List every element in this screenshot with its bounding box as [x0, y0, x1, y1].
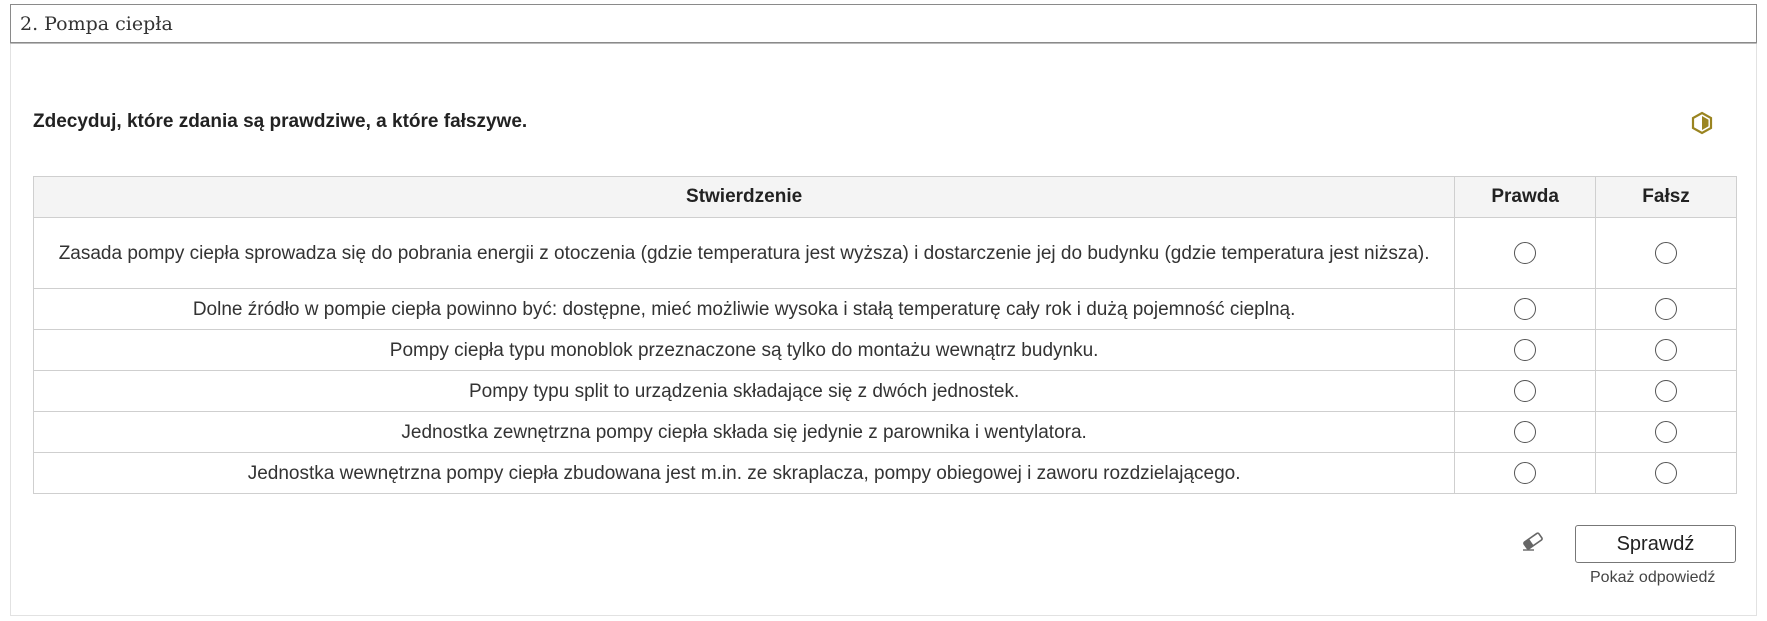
- true-option-cell: [1455, 289, 1596, 330]
- false-option-cell: [1596, 412, 1737, 453]
- exercise-title: 2. Pompa ciepła: [20, 13, 173, 35]
- true-radio[interactable]: [1514, 380, 1536, 402]
- true-radio[interactable]: [1514, 298, 1536, 320]
- column-header-true: Prawda: [1455, 177, 1596, 218]
- false-radio[interactable]: [1655, 462, 1677, 484]
- table-row: [34, 412, 1737, 453]
- table-row: [34, 218, 1737, 289]
- true-option-cell: [1455, 218, 1596, 289]
- true-option-cell: [1455, 412, 1596, 453]
- contrast-icon[interactable]: [1690, 111, 1714, 135]
- false-option-cell: [1596, 453, 1737, 494]
- false-radio[interactable]: [1655, 339, 1677, 361]
- true-radio[interactable]: [1514, 242, 1536, 264]
- column-header-statement: Stwierdzenie: [34, 177, 1455, 218]
- exercise-instruction: Zdecyduj, które zdania są prawdziwe, a które fałszywe.: [33, 111, 528, 132]
- false-option-cell: [1596, 371, 1737, 412]
- true-option-cell: [1455, 453, 1596, 494]
- statement-text: Pompy ciepła typu monoblok przeznaczone są tylko do montażu wewnątrz budynku.: [34, 330, 1455, 371]
- true-option-cell: [1455, 371, 1596, 412]
- true-false-table: [33, 176, 1737, 494]
- check-button[interactable]: Sprawdź: [1575, 525, 1736, 563]
- false-option-cell: [1596, 289, 1737, 330]
- false-option-cell: [1596, 330, 1737, 371]
- table-row: [34, 330, 1737, 371]
- table-row: [34, 453, 1737, 494]
- statement-text: Zasada pompy ciepła sprowadza się do pobrania energii z otoczenia (gdzie temperatura jest wyższa) i dostarczenie jej do budynku (gdzie temperatura jest niższa).: [34, 218, 1455, 289]
- false-radio[interactable]: [1655, 380, 1677, 402]
- true-radio[interactable]: [1514, 462, 1536, 484]
- true-option-cell: [1455, 330, 1596, 371]
- false-radio[interactable]: [1655, 421, 1677, 443]
- statement-text: Dolne źródło w pompie ciepła powinno być: dostępne, mieć możliwie wysoka i stałą temperaturę cały rok i dużą pojemność cieplną.: [34, 289, 1455, 330]
- true-radio[interactable]: [1514, 339, 1536, 361]
- false-radio[interactable]: [1655, 298, 1677, 320]
- table-header-row: [34, 177, 1737, 218]
- false-option-cell: [1596, 218, 1737, 289]
- statement-text: Jednostka wewnętrzna pompy ciepła zbudowana jest m.in. ze skraplacza, pompy obiegowej i zaworu rozdzielającego.: [34, 453, 1455, 494]
- exercise-header: [10, 4, 1757, 43]
- statement-text: Pompy typu split to urządzenia składające się z dwóch jednostek.: [34, 371, 1455, 412]
- eraser-icon[interactable]: [1520, 530, 1546, 552]
- false-radio[interactable]: [1655, 242, 1677, 264]
- column-header-false: Fałsz: [1596, 177, 1737, 218]
- statement-text: Jednostka zewnętrzna pompy ciepła składa się jedynie z parownika i wentylatora.: [34, 412, 1455, 453]
- show-answer-link[interactable]: Pokaż odpowiedź: [1590, 569, 1716, 586]
- table-row: [34, 371, 1737, 412]
- table-row: [34, 289, 1737, 330]
- true-radio[interactable]: [1514, 421, 1536, 443]
